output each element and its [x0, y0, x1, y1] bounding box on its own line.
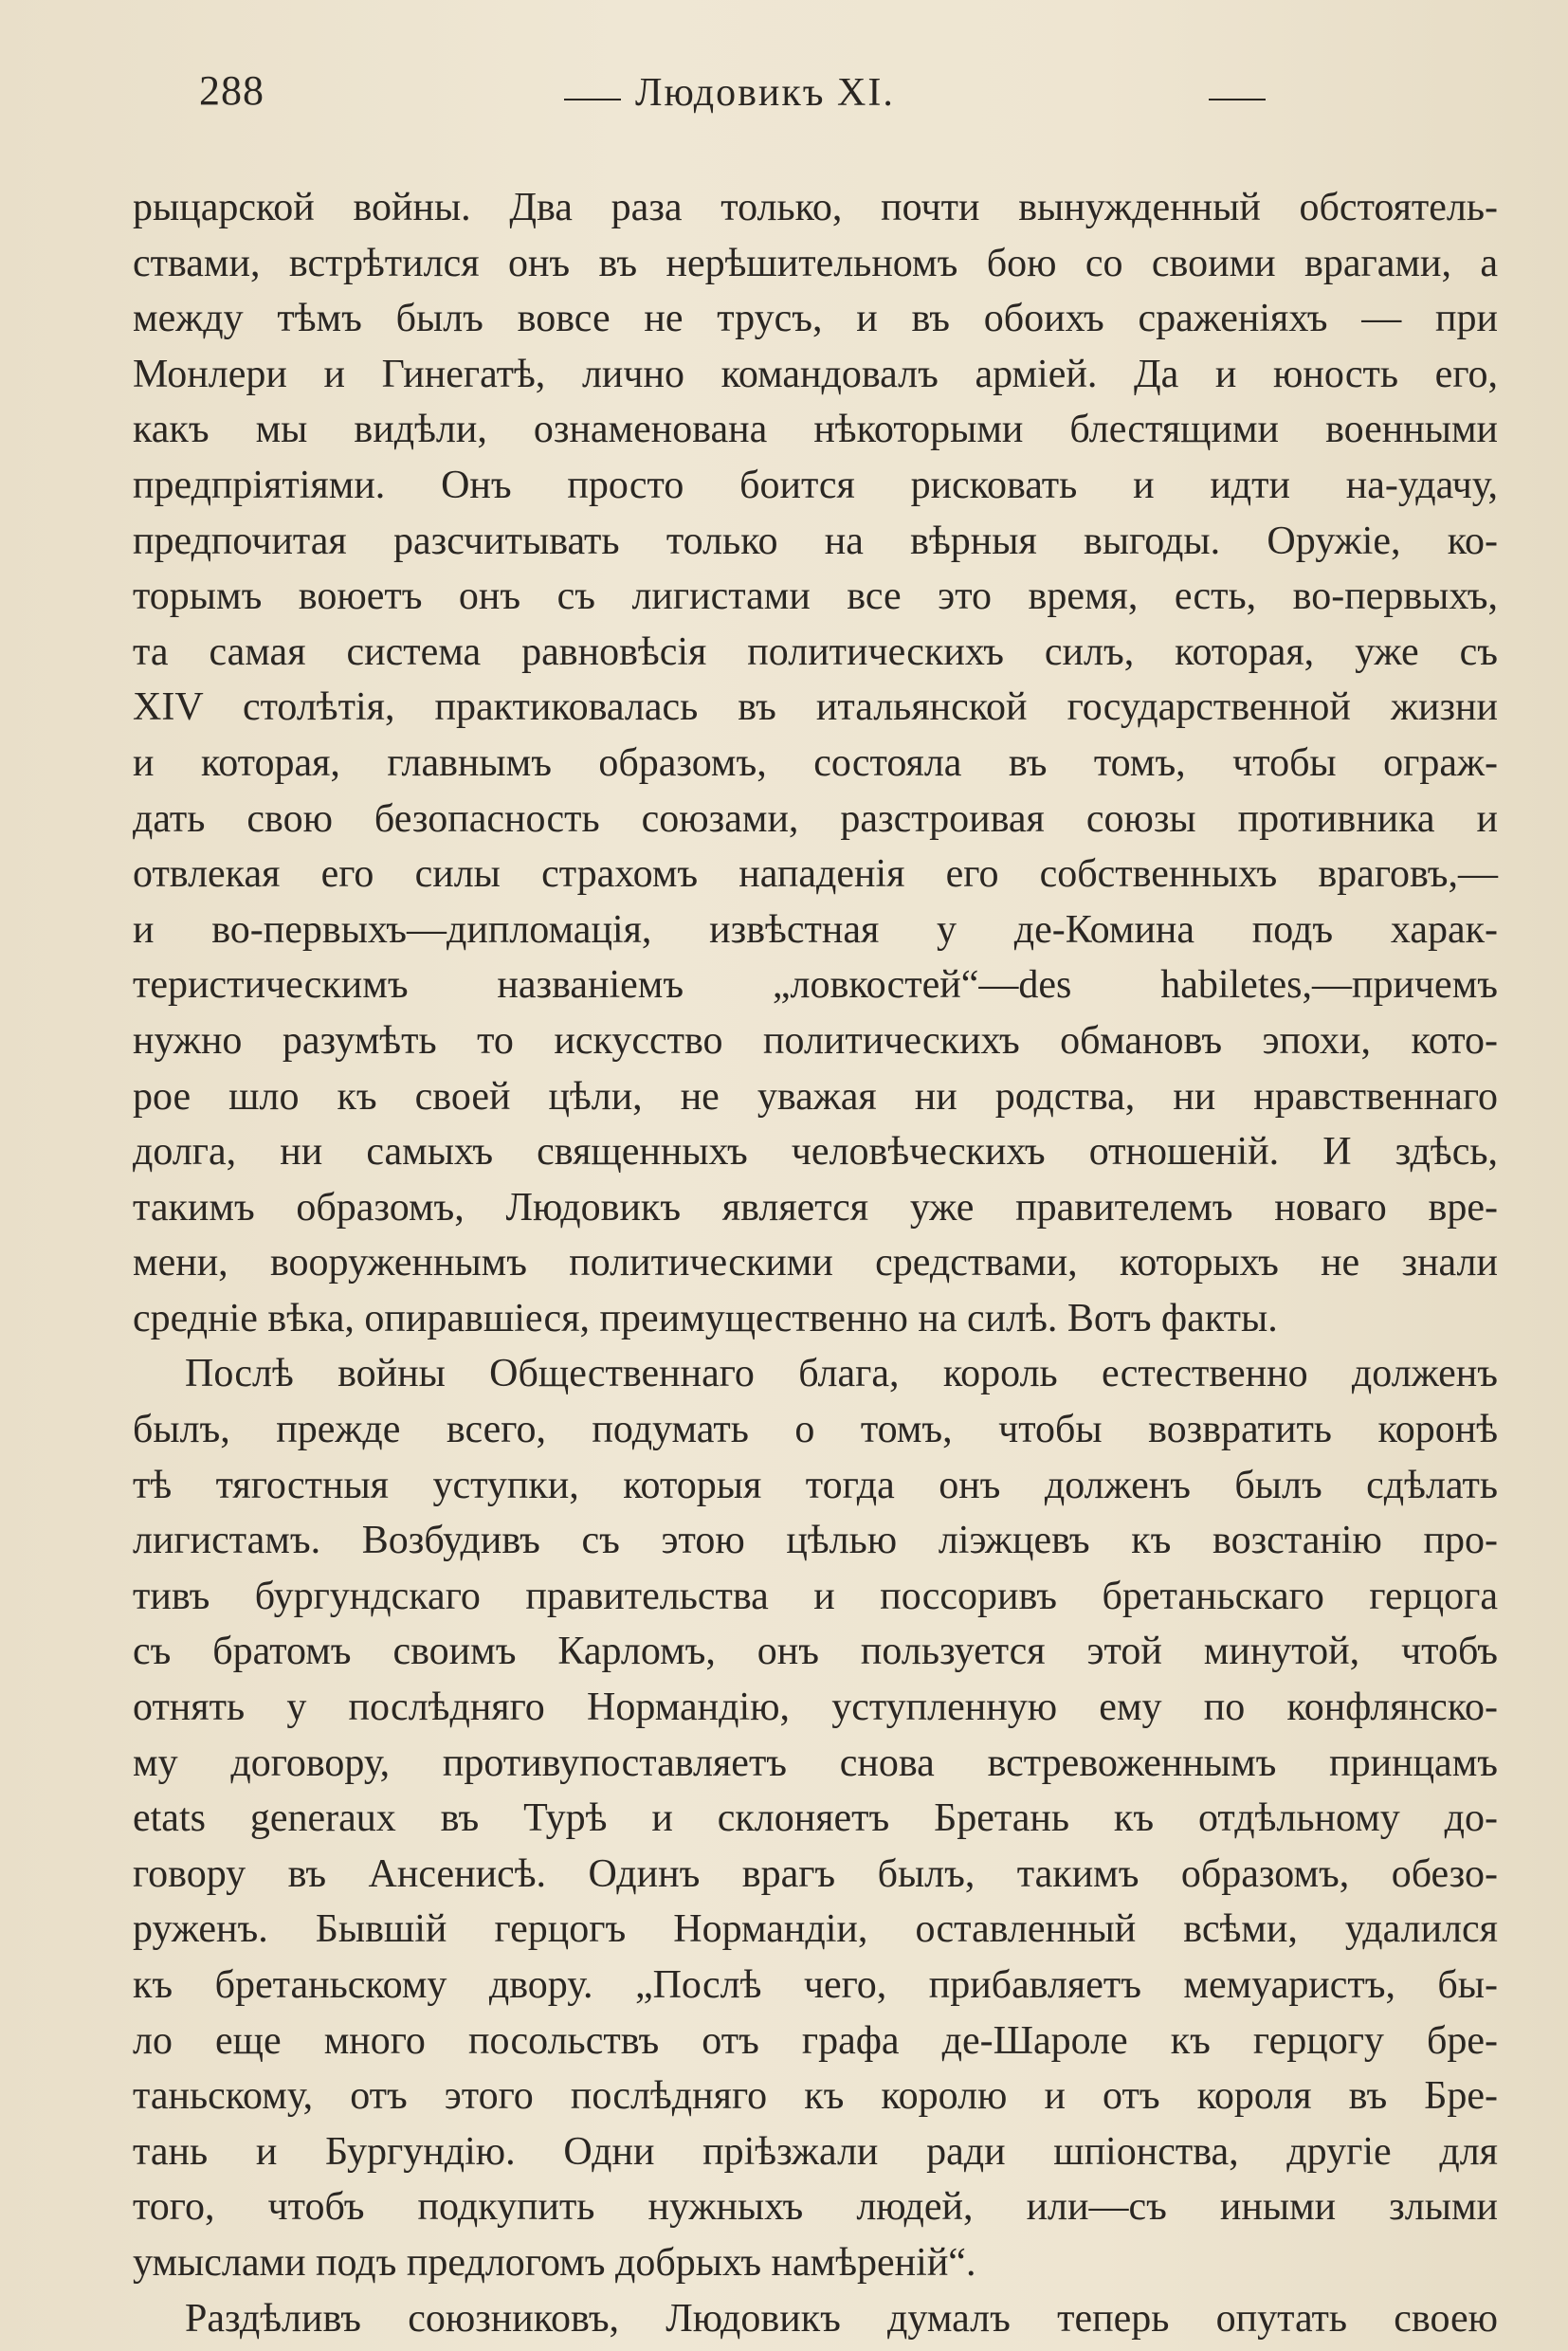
- text-line: му договору, противупоставляетъ снова встревоженнымъ принцамъ: [133, 1740, 1498, 1785]
- text-line: тивъ бургундскаго правительства и поссоривъ бретаньскаго герцога: [133, 1574, 1498, 1618]
- text-line: лигистамъ. Возбудивъ съ этою цѣлью ліэжцевъ къ возстанію про-: [133, 1519, 1498, 1563]
- text-line: умыслами подъ предлогомъ добрыхъ намѣреній“.: [133, 2240, 976, 2285]
- text-line: говору въ Ансенисѣ. Одинъ врагъ былъ, такимъ образомъ, обезо-: [133, 1851, 1498, 1896]
- paragraph-start-line: Послѣ войны Общественнаго блага, король естественно долженъ: [185, 1352, 1498, 1396]
- text-line: къ бретаньскому двору. „Послѣ чего, прибавляетъ мемуаристъ, бы-: [133, 1963, 1498, 2007]
- text-line: дать свою безопасность союзами, разстроивая союзы противника и: [133, 796, 1498, 841]
- text-line: отнять у послѣдняго Нормандію, уступленную ему по конфлянско-: [133, 1686, 1498, 1730]
- text-line: ствами, встрѣтился онъ въ нерѣшительномъ бою со своими врагами, а: [133, 241, 1498, 285]
- text-line: какъ мы видѣли, ознаменована нѣкоторыми блестящими военными: [133, 408, 1498, 452]
- text-line: такимъ образомъ, Людовикъ является уже правителемъ новаго вре-: [133, 1185, 1498, 1230]
- text-line: тѣ тягостныя уступки, которыя тогда онъ долженъ былъ сдѣлать: [133, 1463, 1498, 1507]
- page-header: [199, 66, 1403, 133]
- text-line: средніе вѣка, опиравшіеся, преимущественно на силѣ. Вотъ факты.: [133, 1296, 1278, 1340]
- text-line: предпочитая разсчитывать только на вѣрныя выгоды. Оружіе, ко-: [133, 519, 1498, 563]
- text-line: съ братомъ своимъ Карломъ, онъ пользуется этой минутой, чтобъ: [133, 1630, 1498, 1674]
- text-line: руженъ. Бывшій герцогъ Нормандіи, оставленный всѣми, удалился: [133, 1907, 1498, 1952]
- paragraph-start-line: Раздѣливъ союзниковъ, Людовикъ думалъ теперь опутать своею: [185, 2296, 1498, 2341]
- text-line: и которая, главнымъ образомъ, состояла въ томъ, чтобы ограж-: [133, 740, 1498, 785]
- page-number: 288: [199, 67, 264, 114]
- text-line: нужно разумѣть то искусство политическихъ обмановъ эпохи, кото-: [133, 1018, 1498, 1063]
- text-line: былъ, прежде всего, подумать о томъ, чтобы возвратить коронѣ: [133, 1408, 1498, 1452]
- text-line: рое шло къ своей цѣли, не уважая ни родства, ни нравственнаго: [133, 1074, 1498, 1119]
- text-line: теристическимъ названіемъ „ловкостей“—des habiletes,—причемъ: [133, 963, 1498, 1008]
- text-line: того, чтобъ подкупить нужныхъ людей, или—съ иными злыми: [133, 2185, 1498, 2230]
- text-line: отвлекая его силы страхомъ нападенія его собственныхъ враговъ,—: [133, 852, 1498, 897]
- header-dash-right: [1209, 99, 1266, 100]
- text-line: та самая система равновѣсія политическихъ силъ, которая, уже съ: [133, 629, 1498, 674]
- text-line: долга, ни самыхъ священныхъ человѣческихъ отношеній. И здѣсь,: [133, 1130, 1498, 1175]
- text-line: таньскому, отъ этого послѣдняго къ королю и отъ короля въ Бре-: [133, 2074, 1498, 2119]
- text-line: и во-первыхъ—дипломація, извѣстная у де-Комина подъ харак-: [133, 907, 1498, 952]
- text-line: предпріятіями. Онъ просто боится рисковать и идти на-удачу,: [133, 463, 1498, 507]
- header-dash-left: [564, 99, 621, 100]
- text-line: мени, вооруженнымъ политическими средствами, которыхъ не знали: [133, 1241, 1498, 1285]
- text-line: между тѣмъ былъ вовсе не трусъ, и въ обоихъ сраженiяхъ — при: [133, 297, 1498, 341]
- text-line: ло еще много посольствъ отъ графа де-Шароле къ герцогу бре-: [133, 2018, 1498, 2063]
- text-line: тань и Бургундію. Одни пріѣзжали ради шпіонства, другіе для: [133, 2129, 1498, 2174]
- text-line: Монлери и Гинегатѣ, лично командовалъ арміей. Да и юность его,: [133, 352, 1498, 396]
- text-line: торымъ воюетъ онъ съ лигистами все это время, есть, во-первыхъ,: [133, 574, 1498, 619]
- text-line: etats generaux въ Турѣ и склоняетъ Бретань къ отдѣльному до-: [133, 1796, 1498, 1841]
- body-text: [133, 180, 1498, 2346]
- text-line: XIV столѣтія, практиковалась въ итальянской государственной жизни: [133, 685, 1498, 730]
- text-line: рыцарской войны. Два раза только, почти вынужденный обстоятель-: [133, 186, 1498, 229]
- running-title: Людовикъ XI.: [635, 71, 895, 115]
